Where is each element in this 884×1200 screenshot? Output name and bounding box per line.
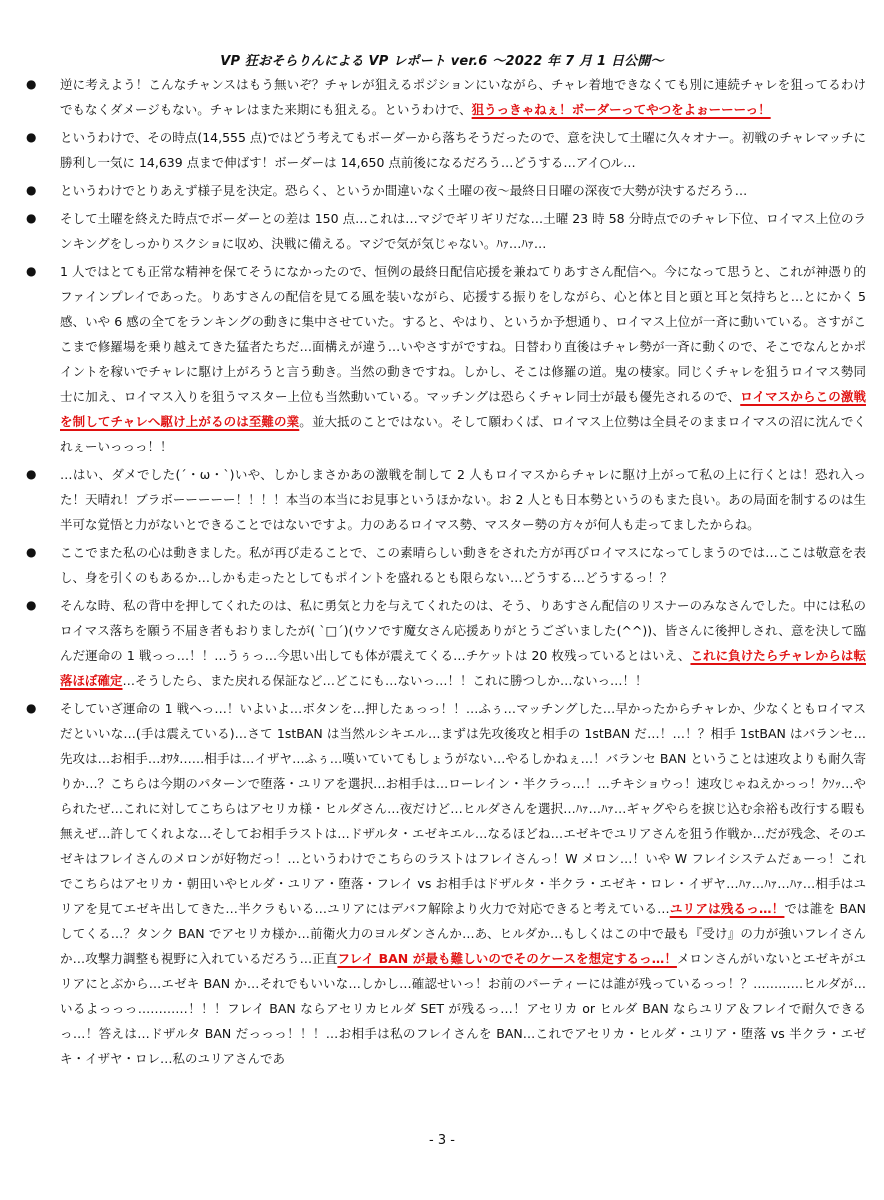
bullet-icon: ● bbox=[26, 264, 37, 278]
paragraph-text: そんな時、私の背中を押してくれたのは、私に勇気と力を与えてくれたのは、そう、りあすさん配信のリスナーのみなさんでした。中には私のロイマス落ちを願う不届き者もおりましたが( `□´)(ウソです魔女さん応援ありがとうございました(^^))、皆さんに後押しされ、意を決して臨んだ運命の 1 戦っっ…！！…うぅっ…今思い出しても体が震えてくる…チケットは 20 枚残っているとはいえ、 bbox=[60, 598, 866, 663]
paragraph-text: そしていざ運命の 1 戦へっ…！いよいよ…ボタンを…押したぁっっ！！…ふぅ…マッチングした…早かったからチャレか、少なくともロイマスだといいな…(手は震えている)…さて 1stBAN は当然ルシキエル…まずは先攻後攻と相手の 1stBAN だ…！…！？相手 1stBAN はバランセ…先攻は…お相手…ｵﾜﾀ……相手は…イザヤ…ふぅ…嘆いていてもしょうがない…やるしかねぇ…！バランセ BAN ということは速攻よりも耐久寄りか…？こちらは今期のパターンで堕落・ユリアを選択…お相手は…ローレイン・半クラっ…！…チキショウっ！速攻じゃねえかっっ！ｸｿｯ…やられたぜ…これに対してこちらはアセリカ様・ヒルダさん…夜だけど…ヒルダさんを選択…ﾊｧ…ﾊｧ…ギャグやらを捩じ込む余裕も改行する暇も無えぜ…許してくれよな…そしてお相手ラストは…ドザルタ・エゼキエル…なるほどね…エゼキでユリアさんを狙う作戦か…だが残念、そのエゼキはフレイさんのメロンが好物だっ！…というわけでこちらのラストはフレイさんっ！W メロン…！いや W フレイシステムだぁーっ！これでこちらはアセリカ・朝田いやヒルダ・ユリア・堕落・フレイ vs お相手はドザルタ・半クラ・エゼキ・ロレ・イザヤ…ﾊｧ…ﾊｧ…ﾊｧ…相手はユリアを見てエゼキ出してきた…半クラもいる…ユリアにはデバフ解除より火力で対応できると考えている… bbox=[60, 701, 866, 916]
paragraph-text: …そうしたら、また戻れる保証など…どこにも…ないっ…！！これに勝つしか…ないっ…！！ bbox=[122, 673, 648, 688]
paragraph-text: ここでまた私の心は動きました。私が再び走ることで、この素晴らしい動きをされた方が再びロイマスになってしまうのでは…ここは敬意を表し、身を引くのもあるか…しかも走ったとしてもポイントを盛れるとも限らない…どうする…どうするっ！？ bbox=[60, 545, 866, 585]
bullet-paragraph bbox=[26, 462, 866, 537]
highlighted-text: ロイマスからこの激戦を制してチャレへ駆け上がるのは至難の業 bbox=[60, 389, 866, 429]
paragraph-text: 逆に考えよう！こんなチャンスはもう無いぞ？チャレが狙えるポジションにいながら、チャレ着地できなくても別に連続チャレを狙ってるわけでもなくダメージもない。チャレはまた来期にも狙える。というわけで、 bbox=[60, 77, 866, 117]
bullet-icon: ● bbox=[26, 130, 37, 144]
report-paragraph-list bbox=[26, 72, 866, 1074]
bullet-paragraph bbox=[26, 206, 866, 256]
paragraph-text: では誰を BAN してくる…？タンク BAN でアセリカ様か…前衛火力のヨルダンさんか…あ、ヒルダか…もしくはこの中で最も『受け』の力が強いフレイさんか…攻撃力調整も視野に入れているだろう…正直 bbox=[60, 901, 866, 966]
paragraph-text: 。並大抵のことではない。そして願わくば、ロイマス上位勢は全員そのままロイマスの沼に沈んでくれぇーいっっっ！！ bbox=[60, 414, 866, 454]
bullet-paragraph bbox=[26, 593, 866, 693]
highlighted-text: ユリアは残るっ…！ bbox=[669, 901, 785, 916]
bullet-paragraph bbox=[26, 178, 866, 203]
bullet-paragraph bbox=[26, 540, 866, 590]
paragraph-text: メロンさんがいないとエゼキがユリアにとぶから…エゼキ BAN か…それでもいいな…しかし…確認せいっ！お前のパーティーには誰が残っているっっ！？…………ヒルダが…いるよっっっ…………！！！フレイ BAN ならアセリカヒルダ SET が残るっ…！アセリカ or ヒルダ BAN ならユリア＆フレイで耐久できるっ…！答えは…ドザルタ BAN だっっっ！！！…お相手は私のフレイさんを BAN…これでアセリカ・ヒルダ・ユリア・堕落 vs 半クラ・エゼキ・イザヤ・ロレ…私のユリアさんであ bbox=[60, 951, 866, 1066]
bullet-icon: ● bbox=[26, 701, 37, 715]
bullet-icon: ● bbox=[26, 211, 37, 225]
paragraph-text: そして土曜を終えた時点でボーダーとの差は 150 点…これは…マジでギリギリだな…土曜 23 時 58 分時点でのチャレ下位、ロイマス上位のランキングをしっかりスクショに収め、決戦に備える。マジで気が気じゃない。ﾊｧ…ﾊｧ… bbox=[60, 211, 866, 251]
paragraph-text: というわけでとりあえず様子見を決定。恐らく、というか間違いなく土曜の夜～最終日日曜の深夜で大勢が決するだろう… bbox=[60, 183, 748, 198]
paragraph-text: …はい、ダメでした(´・ω・`)いや、しかしまさかあの激戦を制して 2 人もロイマスからチャレに駆け上がって私の上に行くとは！恐れ入った！天晴れ！ブラボーーーーー！！！！本当の本当にお見事というほかない。お 2 人とも日本勢というのもまた良い。あの局面を制するのは生半可な覚悟と力がないとできることではないですよ。力のあるロイマス勢、マスター勢の方々が何人も走ってましたからね。 bbox=[60, 467, 866, 532]
bullet-paragraph bbox=[26, 696, 866, 1071]
bullet-icon: ● bbox=[26, 598, 37, 612]
bullet-icon: ● bbox=[26, 183, 37, 197]
bullet-icon: ● bbox=[26, 77, 37, 91]
paragraph-text: というわけで、その時点(14,555 点)ではどう考えてもボーダーから落ちそうだったので、意を決して土曜に久々オナー。初戦のチャレマッチに勝利し一気に 14,639 点まで伸ばす！ボーダーは 14,650 点前後になるだろう…どうする…アイ○ル… bbox=[60, 130, 866, 170]
highlighted-text: これに負けたらチャレからは転落ほぼ確定 bbox=[60, 648, 866, 688]
paragraph-text: 1 人ではとても正常な精神を保てそうになかったので、恒例の最終日配信応援を兼ねてりあすさん配信へ。今になって思うと、これが神憑り的ファインプレイであった。りあすさんの配信を見てる風を装いながら、応援する振りをしながら、心と体と目と頭と耳と気持ちと…とにかく 5 感、いや 6 感の全てをランキングの動きに集中させていた。すると、やはり、というか予想通り、ロイマス上位が一斉に動いている。さすがここまで修羅場を乗り越えてきた猛者たちだ…面構えが違う…いやさすがですね。日替わり直後はチャレ勢が一斉に動くので、そこでなんとかポイントを稼いでチャレに駆け上がろうと言う動き。当然の動きですね。しかし、そこは修羅の道。鬼の棲家。同じくチャレを狙うロイマス勢同士に加え、ロイマス入りを狙うマスター上位も当然動いている。マッチングは恐らくチャレ同士が最も優先されるので、 bbox=[60, 264, 866, 404]
highlighted-text: フレイ BAN が最も難しいのでそのケースを想定するっ…！ bbox=[337, 951, 677, 966]
bullet-icon: ● bbox=[26, 545, 37, 559]
bullet-paragraph bbox=[26, 259, 866, 459]
bullet-paragraph bbox=[26, 125, 866, 175]
page-number: - 3 - bbox=[429, 1133, 455, 1148]
page-title: VP 狂おそらりんによる VP レポート ver.6 ～2022 年 7 月 1 日公開～ bbox=[220, 54, 664, 69]
bullet-icon: ● bbox=[26, 467, 37, 481]
highlighted-text: 狙うっきゃねぇ！ボーダーってやつをよぉーーーっ！ bbox=[471, 102, 771, 117]
bullet-paragraph bbox=[26, 72, 866, 122]
